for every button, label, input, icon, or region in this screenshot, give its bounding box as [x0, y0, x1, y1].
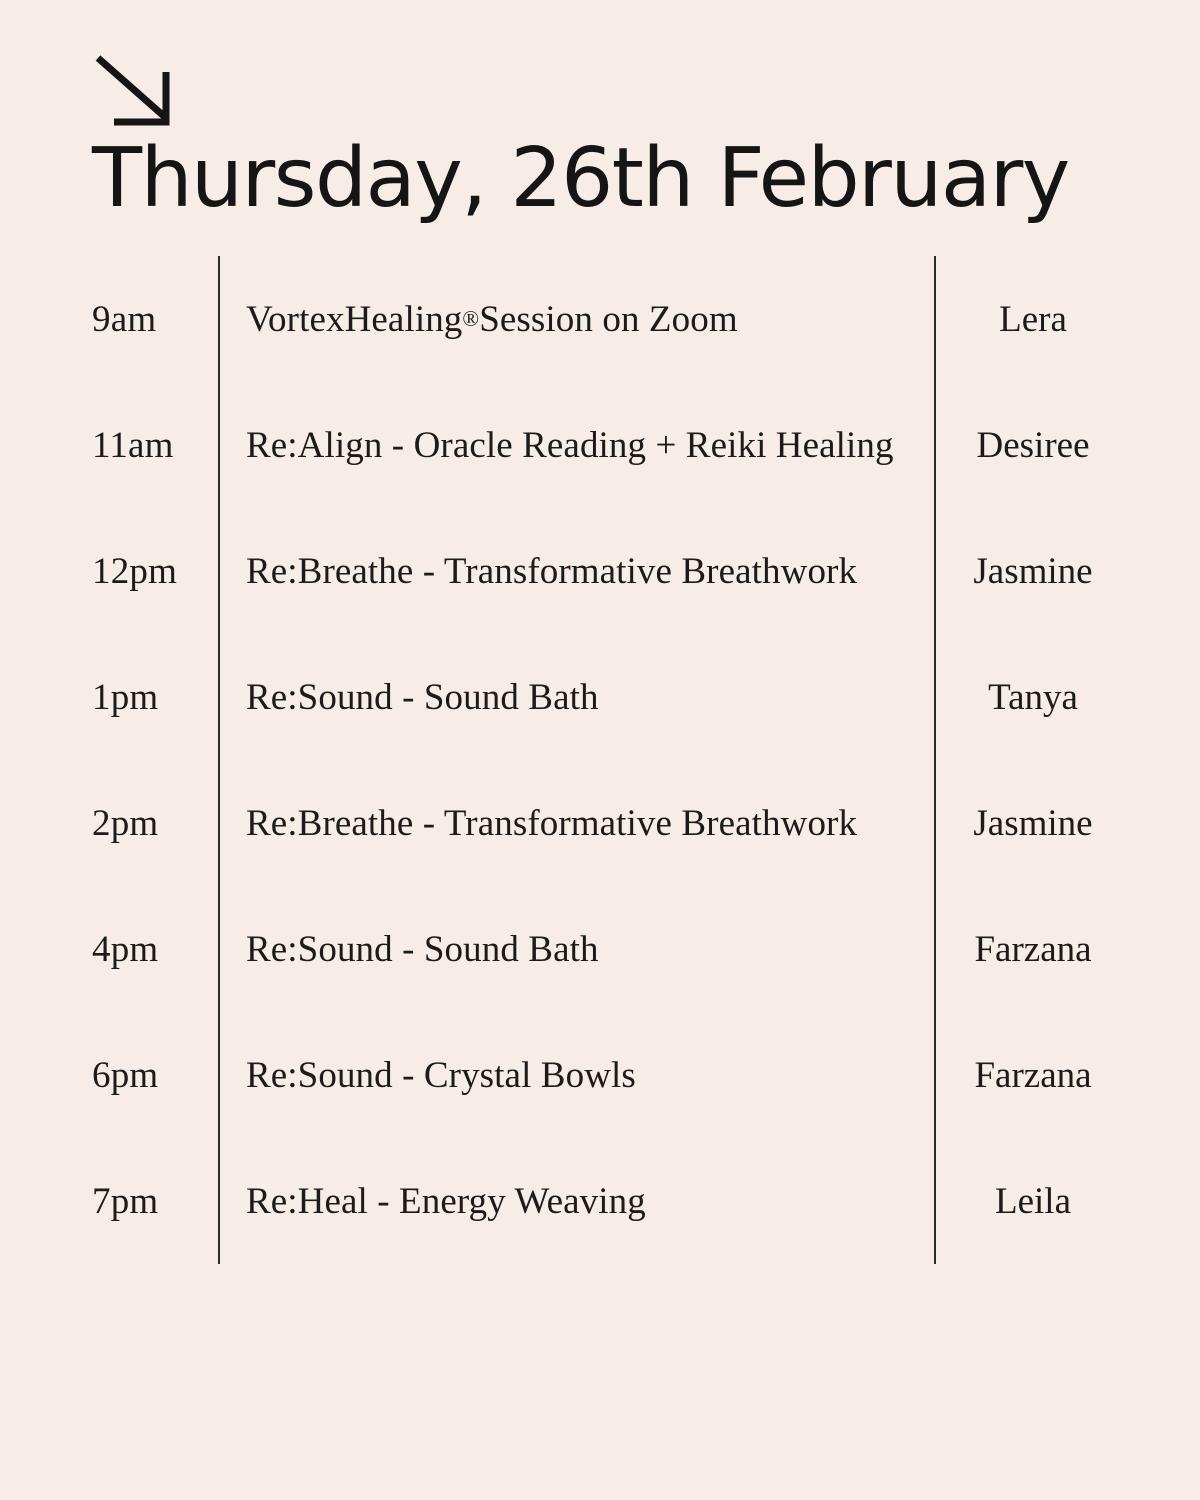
row-title-suffix: Session on Zoom [479, 298, 738, 340]
row-title [218, 886, 934, 1012]
row-person: Farzana [934, 886, 1130, 1012]
table-row [84, 1138, 1130, 1264]
row-person: Jasmine [934, 760, 1130, 886]
table-row [84, 382, 1130, 508]
row-person: Leila [934, 1138, 1130, 1264]
row-title [218, 508, 934, 634]
schedule-table [84, 256, 1130, 1264]
row-title-text: Re:Sound - Sound Bath [246, 676, 599, 718]
row-person: Tanya [934, 634, 1130, 760]
row-time: 6pm [92, 1054, 159, 1096]
row-title-text: Re:Breathe - Transformative Breathwork [246, 550, 858, 592]
row-title [218, 1138, 934, 1264]
row-person: Farzana [934, 1012, 1130, 1138]
row-time: 11am [92, 424, 174, 466]
row-title-text: Re:Align - Oracle Reading + Reiki Healing [246, 424, 894, 466]
row-time: 1pm [92, 676, 159, 718]
row-time: 7pm [92, 1180, 159, 1222]
table-row [84, 508, 1130, 634]
row-title [218, 1012, 934, 1138]
row-title [218, 256, 934, 382]
row-title-text: Re:Sound - Sound Bath [246, 928, 599, 970]
row-person: Lera [934, 256, 1130, 382]
row-title [218, 760, 934, 886]
arrow-down-right-icon [92, 52, 182, 132]
row-person: Desiree [934, 382, 1130, 508]
row-time: 9am [92, 298, 157, 340]
row-title-text: Re:Breathe - Transformative Breathwork [246, 802, 858, 844]
row-title-text: Re:Heal - Energy Weaving [246, 1180, 646, 1222]
row-title [218, 634, 934, 760]
row-title-text: Re:Sound - Crystal Bowls [246, 1054, 636, 1096]
page-title: Thursday, 26th February [92, 131, 1069, 226]
row-person: Jasmine [934, 508, 1130, 634]
table-row [84, 1012, 1130, 1138]
table-row [84, 256, 1130, 382]
registered-mark: ® [462, 306, 480, 332]
table-row [84, 634, 1130, 760]
table-row [84, 886, 1130, 1012]
row-time: 4pm [92, 928, 159, 970]
row-time: 12pm [92, 550, 178, 592]
table-row [84, 760, 1130, 886]
row-title-text: VortexHealing [246, 298, 463, 340]
row-time: 2pm [92, 802, 159, 844]
row-title [218, 382, 934, 508]
